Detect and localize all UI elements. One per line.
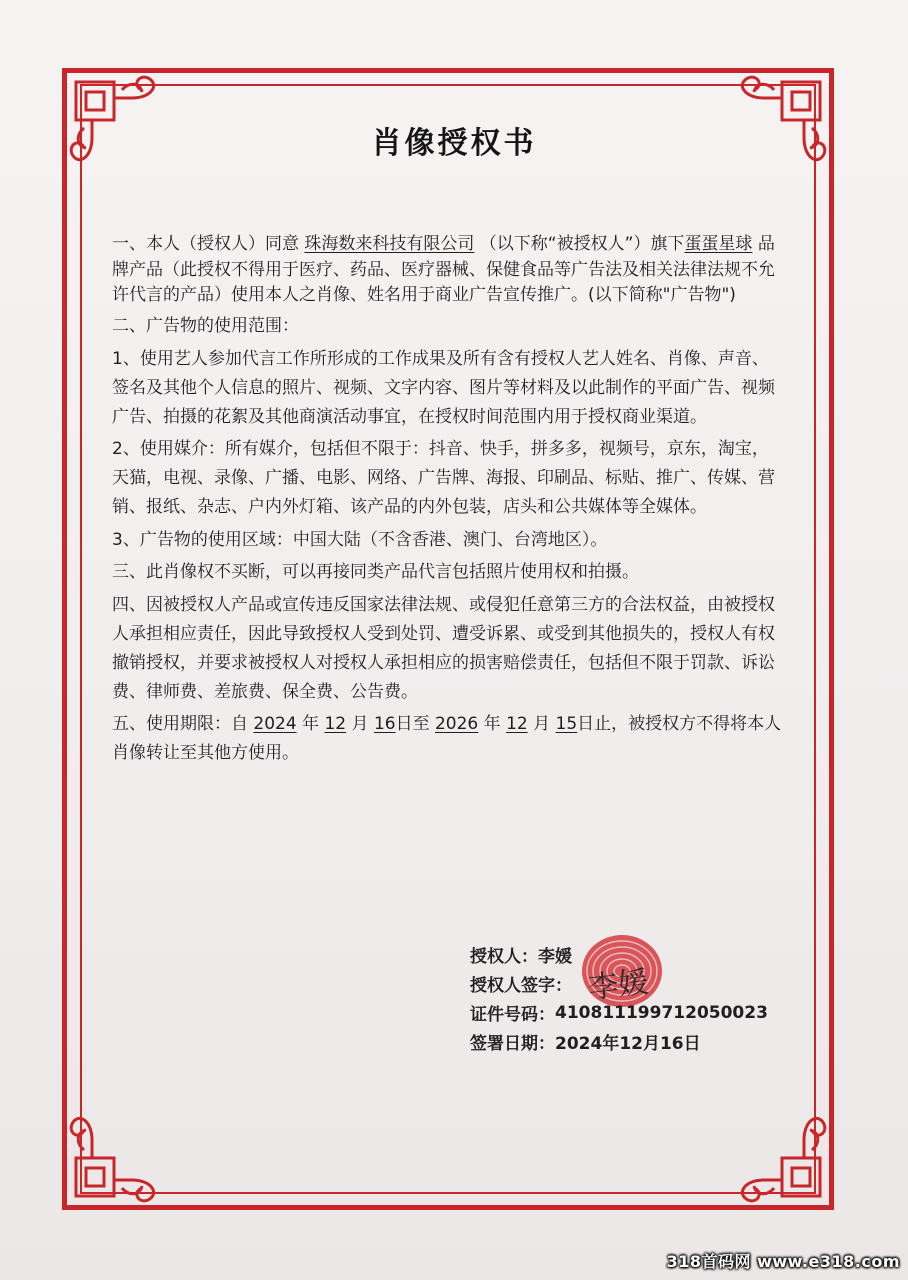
clause-4: 四、因被授权人产品或宣传违反国家法律法规、或侵犯任意第三方的合法权益，由被授权人承担相应责任，因此导致授权人受到处罚、遭受诉累、或受到其他损失的，授权人有权撤销授权，并要求被授权人对授权人承担相应的损害赔偿责任，包括但不限于罚款、诉讼费、律师费、差旅费、保全费、公告费。 [112,594,775,702]
end-month: 12 [506,714,528,734]
month-sep-2: 月 [527,714,556,734]
site-watermark: 318首码网 www.e318.com [666,1252,900,1271]
clause-5 [112,710,782,768]
id-label: 证件号码： [470,1005,555,1025]
date-label: 签署日期： [470,1034,555,1054]
clause-2-1: 1、使用艺人参加代言工作所形成的工作成果及所有含有授权人艺人姓名、肖像、声音、签名及其他个人信息的照片、视频、文字内容、图片等材料及以此制作的平面广告、视频广告、拍摄的花絮及其他商演活动事宜，在授权时间范围内用于授权商业渠道。 [112,348,775,427]
clause-1-middle: （以下称“被授权人”）旗下 [474,234,685,254]
clause-1-rest: 品牌产品（此授权不得用于医疗、药品、医疗器械、保健食品等广告法及相关法律法规不允许代言的产品）使用本人之肖像、姓名用于商业广告宣传推广。(以下简称"广告物") [112,234,775,305]
clause-5-intro: 五、使用期限：自 [112,714,254,734]
corner-ornament-icon [62,1090,182,1210]
clause-2-2: 2、使用媒介：所有媒介，包括但不限于：抖音、快手，拼多多，视频号，京东，淘宝，天猫，电视、录像、广播、电影、网络、广告牌、海报、印刷品、标贴、推广、传媒、营销、报纸、杂志、户内外灯箱、该产品的内外包装，店头和公共媒体等全媒体。 [112,439,775,517]
end-year: 2026 [434,714,479,734]
handwritten-signature: 李媛 [586,964,651,1007]
clause-1-intro: 一、本人（授权人）同意 [112,234,305,254]
year-sep-1: 年 [296,714,325,734]
clause-1 [112,232,782,309]
clause-2-3: 3、广告物的使用区域：中国大陆（不含香港、澳门、台湾地区）。 [112,529,608,550]
year-sep-2: 年 [478,714,507,734]
month-sep-1: 月 [346,714,374,734]
brand-name: 蛋蛋星球 [684,234,753,254]
document-title: 肖像授权书 [371,126,537,161]
end-day: 15 [555,714,578,734]
start-month: 12 [324,714,347,734]
start-year: 2024 [253,714,297,734]
date-value: 2024年12月16日 [555,1034,701,1054]
clause-3: 三、此肖像权不买断，可以再接同类产品代言包括照片使用权和拍摄。 [112,562,639,582]
grantor-label: 授权人： [470,947,538,967]
signature-label: 授权人签字： [470,976,572,996]
id-number: 410811199712050023 [555,1002,768,1023]
grantor-name: 李媛 [538,947,572,967]
company-name: 珠海数来科技有限公司 [304,234,475,254]
clause-5-rest: 日止，被授权方不得将本人肖像转让至其他方使用。 [112,714,782,763]
start-day: 16 [373,714,396,734]
document-body [112,232,782,772]
corner-ornament-icon [714,1090,834,1210]
date-row [470,1027,768,1056]
day-sep-1: 日至 [395,714,435,734]
clause-2-heading: 二、广告物的使用范围： [112,316,299,336]
